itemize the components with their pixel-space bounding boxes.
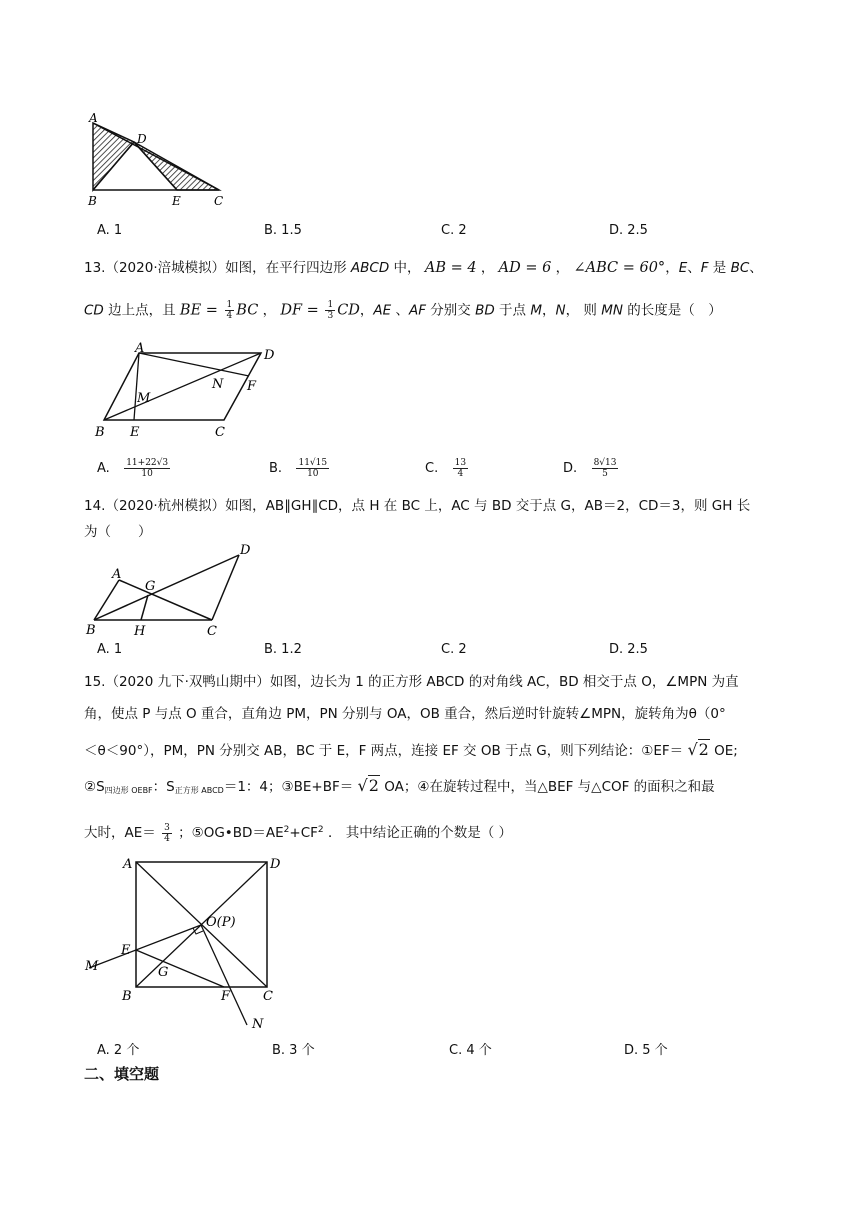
label-a: A xyxy=(123,857,133,872)
label-c: C xyxy=(214,194,224,208)
label-h: H xyxy=(134,624,146,639)
label-d: D xyxy=(137,132,147,146)
label-g: G xyxy=(158,965,169,980)
label-e: E xyxy=(121,943,131,958)
q15-line-2: 角，使点 P 与点 O 重合，直角边 PM，PN 分别与 OA，OB 重合，然后逆时针旋转∠MPN，旋转角为θ（0° xyxy=(84,706,726,722)
q13-line-1: 13.（2020·涪城模拟）如图，在平行四边形 ABCD 中， AB = 4 ， AD = 6 ， ∠ABC = 60°，E、F 是 BC、 xyxy=(84,260,763,276)
label-b: B xyxy=(88,194,97,208)
label-b: B xyxy=(95,425,105,440)
label-m: M xyxy=(137,391,151,406)
q14-line-1: 14.（2020·杭州模拟）如图，AB∥GH∥CD，点 H 在 BC 上，AC 与 BD 交于点 G，AB＝2，CD＝3，则 GH 长 xyxy=(84,498,751,514)
q15-line-1: 15.（2020 九下·双鸭山期中）如图，边长为 1 的正方形 ABCD 的对角线 AC，BD 相交于点 O，∠MPN 为直 xyxy=(84,674,739,690)
q12-option-d[interactable]: D. 2.5 xyxy=(609,223,648,238)
section-title: 二、填空题 xyxy=(84,1065,160,1083)
q13-option-a[interactable]: A. $\frac{11+22√3}{10}$ xyxy=(97,458,169,479)
label-e: E xyxy=(130,425,140,440)
label-f: F xyxy=(247,379,257,394)
q13-line-2: CD 边上点，且 BE = $\frac{1}{4}$ BC ， DF = $\frac{1}{3}$ CD，AE 、AF 分别交 BD 于点 M，N， 则 MN 的长度是（ ） xyxy=(84,300,722,321)
label-e: E xyxy=(172,194,181,208)
label-b: B xyxy=(122,989,132,1004)
label-a: A xyxy=(135,341,145,356)
q15-option-b[interactable]: B. 3 个 xyxy=(272,1043,315,1058)
q14-figure xyxy=(84,540,264,640)
label-n: N xyxy=(252,1017,264,1032)
q15-option-a[interactable]: A. 2 个 xyxy=(97,1043,140,1058)
q12-option-c[interactable]: C. 2 xyxy=(441,223,467,238)
q15-figure xyxy=(84,850,284,1035)
label-c: C xyxy=(215,425,225,440)
label-d: D xyxy=(264,348,275,363)
q13-option-d[interactable]: D. $\frac{8√13}{5}$ xyxy=(563,458,617,479)
q14-option-d[interactable]: D. 2.5 xyxy=(609,642,648,657)
label-d: D xyxy=(270,857,281,872)
label-o-p: O(P) xyxy=(206,915,236,930)
q13-figure xyxy=(84,340,284,440)
label-c: C xyxy=(263,989,273,1004)
shaded-triangle-abd xyxy=(93,123,134,190)
label-c: C xyxy=(207,624,217,639)
q14-line-2: 为（ ） xyxy=(84,524,152,540)
label-a: A xyxy=(89,111,98,125)
q14-option-a[interactable]: A. 1 xyxy=(97,642,123,657)
label-b: B xyxy=(86,623,96,638)
label-f: F xyxy=(221,989,231,1004)
q14-option-c[interactable]: C. 2 xyxy=(441,642,467,657)
q14-option-b[interactable]: B. 1.2 xyxy=(264,642,302,657)
q13-option-b[interactable]: B. $\frac{11√15}{10}$ xyxy=(269,458,328,479)
q12-option-b[interactable]: B. 1.5 xyxy=(264,223,302,238)
q15-option-d[interactable]: D. 5 个 xyxy=(624,1043,668,1058)
label-a: A xyxy=(112,567,122,582)
q15-option-c[interactable]: C. 4 个 xyxy=(449,1043,492,1058)
q12-figure xyxy=(84,110,234,210)
label-d: D xyxy=(240,543,251,558)
label-m: M xyxy=(85,959,99,974)
q15-line-5: 大时，AE＝ $\frac{3}{4}$ ；$⑤OG•BD=AE^2+CF^2$ ． 其中结论正确的个数是（ ） xyxy=(84,822,513,844)
label-n: N xyxy=(212,377,224,392)
q15-line-4: $②S_{四边形 OEBF}$：$S_{正方形 ABCD}=1$：4；③BE+BF＝ √2 OA；④在旋转过程中，当△BEF 与△COF 的面积之和最 xyxy=(84,776,715,795)
q12-option-a[interactable]: A. 1 xyxy=(97,223,123,238)
q15-line-3: ＜θ＜90°），PM，PN 分别交 AB，BC 于 E，F 两点，连接 EF 交 OB 于点 G，则下列结论：①EF＝ √2 OE; xyxy=(84,740,738,759)
q13-option-c[interactable]: C. $\frac{13}{4}$ xyxy=(425,458,467,479)
label-g: G xyxy=(145,579,156,594)
